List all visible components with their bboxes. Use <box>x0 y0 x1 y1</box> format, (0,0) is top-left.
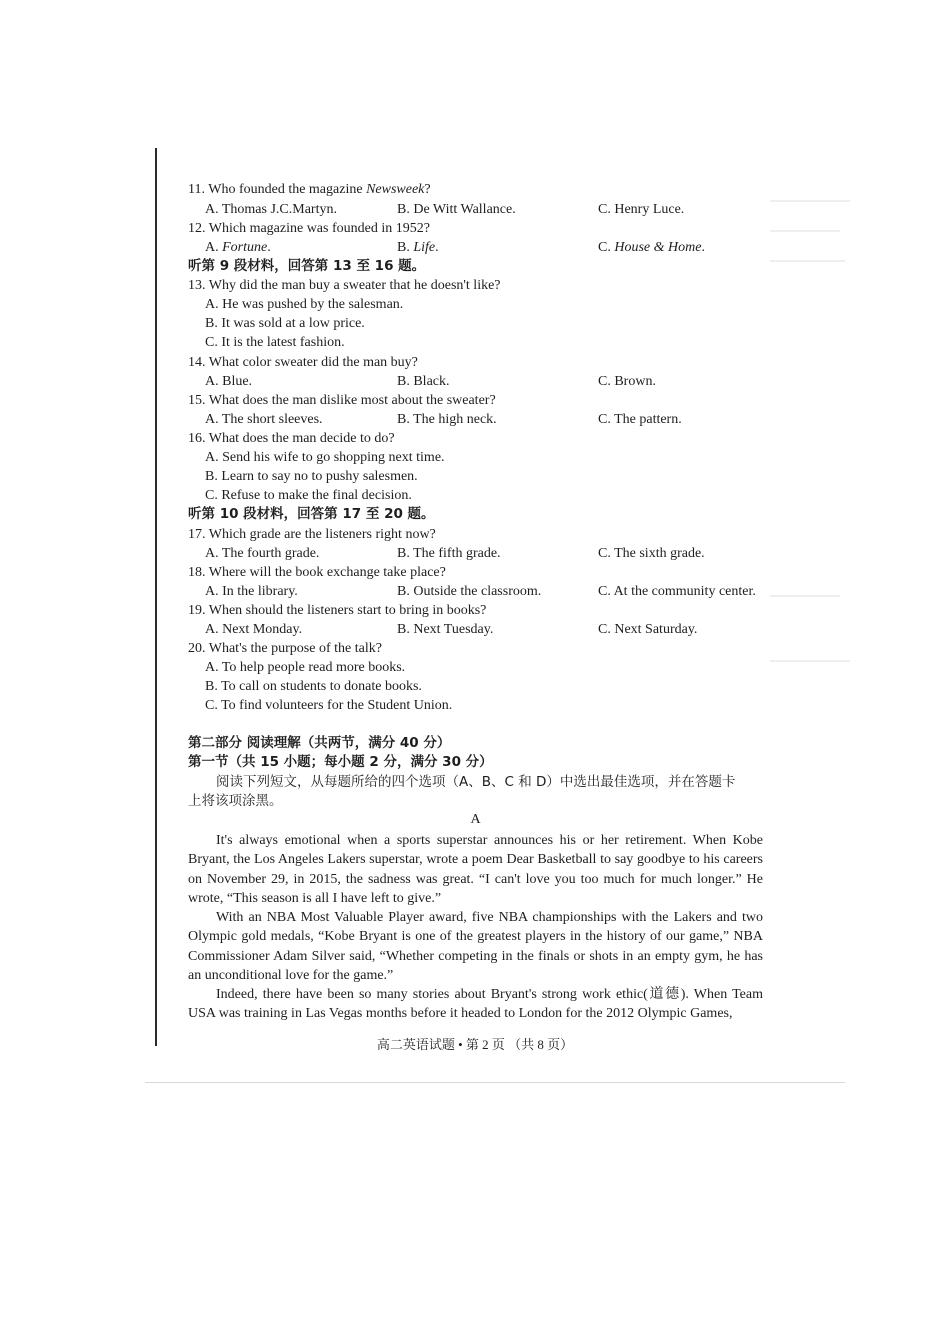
option-13-b: B. It was sold at a low price. <box>205 316 365 331</box>
question-16-stem: 16. What does the man decide to do? <box>188 431 395 446</box>
option-17-c: C. The sixth grade. <box>598 546 705 561</box>
question-11-stem: 11. Who founded the magazine Newsweek? <box>188 182 431 197</box>
section-header-10: 听第 10 段材料，回答第 17 至 20 题。 <box>188 506 435 522</box>
option-11-b: B. De Witt Wallance. <box>397 202 516 217</box>
question-14-stem: 14. What color sweater did the man buy? <box>188 355 418 370</box>
question-12-stem: 12. Which magazine was founded in 1952? <box>188 221 430 236</box>
bleed-mark <box>770 595 840 597</box>
option-18-b: B. Outside the classroom. <box>397 584 542 599</box>
question-17-stem: 17. Which grade are the listeners right now? <box>188 527 436 542</box>
option-13-a: A. He was pushed by the salesman. <box>205 297 404 312</box>
passage-paragraph-3: Indeed, there have been so many stories about Bryant's strong work ethic(道德). When Team USA was training in Las Vegas months before it headed to London for the 2012 Olympic Games, <box>188 987 763 1022</box>
option-20-c: C. To find volunteers for the Student Union. <box>205 698 453 713</box>
bleed-mark <box>770 200 850 202</box>
option-12-a: A. Fortune. <box>205 240 271 255</box>
option-13-c: C. It is the latest fashion. <box>205 335 345 350</box>
section-header-9: 听第 9 段材料，回答第 13 至 16 题。 <box>188 258 426 274</box>
page-footer: 高二英语试题 • 第 2 页 （共 8 页） <box>376 1037 574 1052</box>
part2-instructions-line1: 阅读下列短文，从每题所给的四个选项（A、B、C 和 D）中选出最佳选项，并在答题卡 <box>216 774 736 790</box>
bleed-mark <box>770 260 845 262</box>
option-17-b: B. The fifth grade. <box>397 546 501 561</box>
option-18-a: A. In the library. <box>205 584 298 599</box>
part2-title: 第二部分 阅读理解（共两节，满分 40 分） <box>188 735 451 751</box>
margin-rule <box>155 148 157 1046</box>
bleed-mark <box>770 230 840 232</box>
option-18-c: C. At the community center. <box>598 584 756 599</box>
option-14-a: A. Blue. <box>205 374 253 389</box>
option-12-c: C. House & Home. <box>598 240 705 255</box>
passage-paragraph-2: With an NBA Most Valuable Player award, five NBA championships with the Lakers and two Olympic gold medals, “Kobe Bryant is one of the greatest players in the history of our game,” NBA Commissioner Adam Silver said, “Whether competing in the finals or shots in an empty gym, he has an unconditional love for the game.” <box>188 910 763 983</box>
bottom-rule <box>145 1082 845 1083</box>
part2-section1-title: 第一节（共 15 小题；每小题 2 分，满分 30 分） <box>188 754 493 770</box>
option-17-a: A. The fourth grade. <box>205 546 320 561</box>
option-16-c: C. Refuse to make the final decision. <box>205 488 412 503</box>
question-19-stem: 19. When should the listeners start to bring in books? <box>188 603 487 618</box>
question-15-stem: 15. What does the man dislike most about the sweater? <box>188 393 496 408</box>
option-19-b: B. Next Tuesday. <box>397 622 494 637</box>
option-16-a: A. Send his wife to go shopping next time. <box>205 450 445 465</box>
passage-label: A <box>470 812 481 827</box>
option-14-c: C. Brown. <box>598 374 656 389</box>
question-18-stem: 18. Where will the book exchange take place? <box>188 565 446 580</box>
option-19-a: A. Next Monday. <box>205 622 303 637</box>
option-11-a: A. Thomas J.C.Martyn. <box>205 202 337 217</box>
option-11-c: C. Henry Luce. <box>598 202 685 217</box>
option-14-b: B. Black. <box>397 374 450 389</box>
option-16-b: B. Learn to say no to pushy salesmen. <box>205 469 418 484</box>
part2-instructions-line2: 上将该项涂黑。 <box>188 793 283 809</box>
option-15-c: C. The pattern. <box>598 412 682 427</box>
bleed-mark <box>770 660 850 662</box>
option-20-b: B. To call on students to donate books. <box>205 679 422 694</box>
question-20-stem: 20. What's the purpose of the talk? <box>188 641 382 656</box>
option-19-c: C. Next Saturday. <box>598 622 698 637</box>
question-13-stem: 13. Why did the man buy a sweater that he doesn't like? <box>188 278 501 293</box>
passage-paragraph-1: It's always emotional when a sports superstar announces his or her retirement. When Kobe Bryant, the Los Angeles Lakers superstar, wrote a poem Dear Basketball to say goodbye to his careers on November 29, in 2015, the sadness was great. “I can't love you too much for much longer.” He wrote, “This season is all I have left to give.” <box>188 833 763 906</box>
option-12-b: B. Life. <box>397 240 439 255</box>
option-15-a: A. The short sleeves. <box>205 412 323 427</box>
option-20-a: A. To help people read more books. <box>205 660 406 675</box>
option-15-b: B. The high neck. <box>397 412 497 427</box>
